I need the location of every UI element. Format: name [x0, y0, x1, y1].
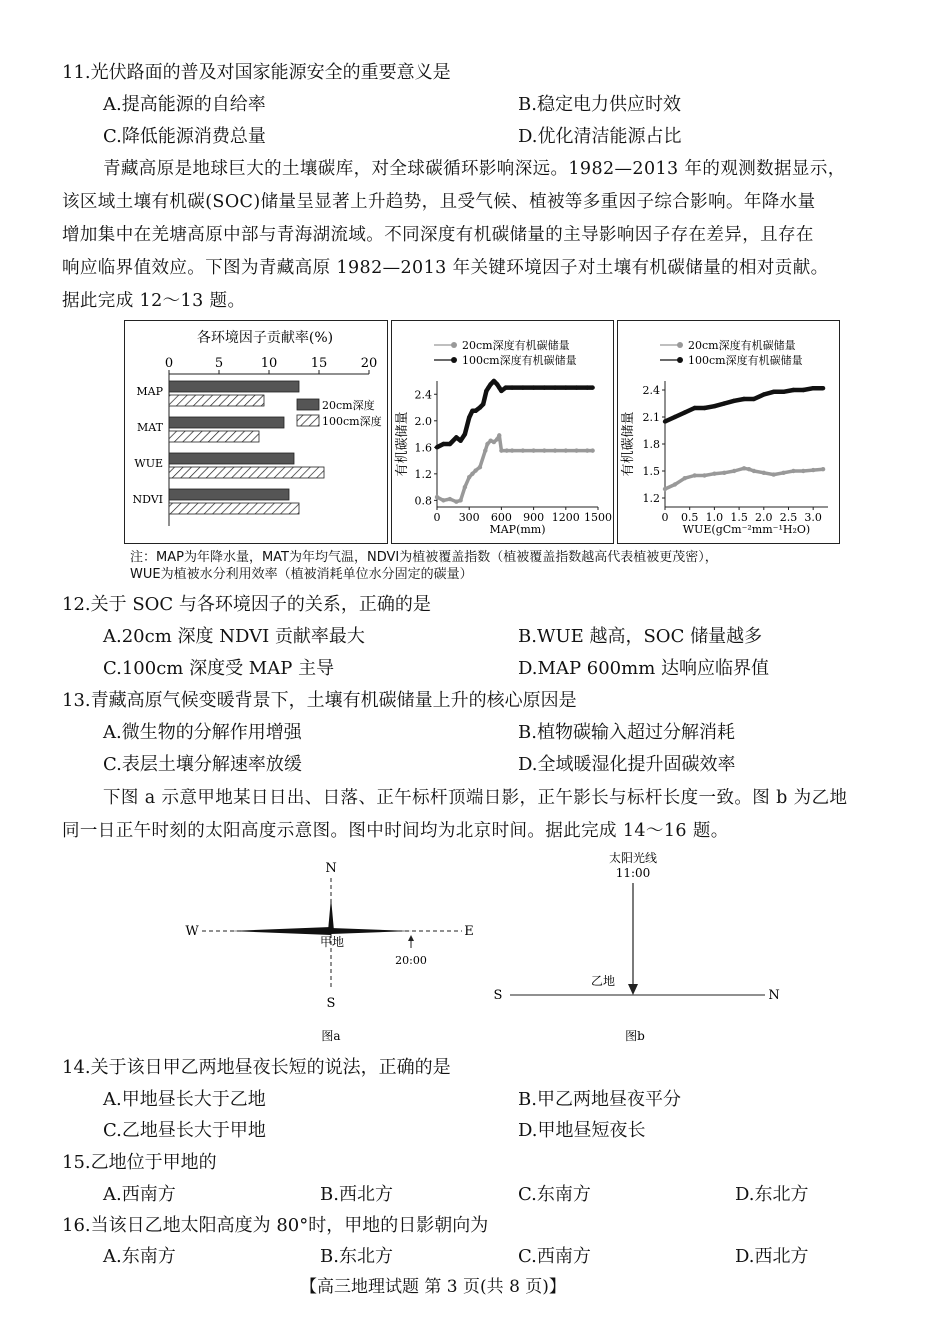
q11-option-a[interactable]: A.提高能源的自给率 [103, 94, 266, 115]
data-point [505, 448, 509, 452]
data-point [470, 472, 474, 476]
data-point [673, 415, 677, 419]
data-point [747, 467, 751, 471]
data-point [762, 471, 766, 475]
legend-marker [677, 357, 683, 363]
data-point [683, 476, 687, 480]
legend-swatch [297, 415, 319, 426]
data-point [483, 448, 487, 452]
legend-label: 100cm深度 [322, 415, 382, 428]
figure-b [490, 848, 790, 1048]
data-point [692, 406, 696, 410]
category-label: MAT [137, 421, 163, 434]
data-point [478, 465, 482, 469]
bar-20cm [169, 489, 289, 500]
legend-label: 100cm深度有机碳储量 [462, 354, 577, 367]
x-tick-label: 900 [523, 511, 545, 524]
chart-note-line: WUE为植被水分利用效率（植被消耗单位水分固定的碳量） [130, 567, 473, 582]
data-point [702, 406, 706, 410]
fig-b-place-label: 乙地 [590, 974, 616, 988]
fig-a-sunset-shadow [331, 928, 412, 934]
data-point [553, 448, 557, 452]
q11-option-d[interactable]: D.优化清洁能源占比 [518, 126, 682, 147]
wue-line-chart-panel [617, 320, 840, 544]
x-tick-label: 2.5 [779, 511, 798, 524]
q12-stem: 12.关于 SOC 与各环境因子的关系，正确的是 [62, 594, 431, 615]
x-tick-label: 5 [214, 356, 224, 371]
data-point [478, 405, 482, 409]
legend-label: 100cm深度有机碳储量 [688, 354, 803, 367]
q15-option-c[interactable]: C.东南方 [518, 1184, 591, 1205]
data-point [585, 385, 589, 389]
fig-a-noon-shadow [328, 898, 334, 931]
data-point [463, 485, 467, 489]
legend-label: 20cm深度有机碳储量 [462, 339, 570, 352]
data-point [771, 390, 775, 394]
y-tick-label: 2.1 [642, 411, 660, 424]
x-tick-label: 1500 [584, 511, 612, 524]
data-point [811, 468, 815, 472]
data-point [722, 471, 726, 475]
x-tick-label: 1.5 [730, 511, 748, 524]
x-tick-label: 15 [310, 356, 328, 371]
q12-option-c[interactable]: C.100cm 深度受 MAP 主导 [103, 658, 335, 679]
wue-line-chart [618, 321, 839, 543]
passage1-line: 增加集中在羌塘高原中部与青海湖流域。不同深度有机碳储量的主导影响因子存在差异，且存在 [62, 225, 814, 245]
q13-stem: 13.青藏高原气候变暖背景下，土壤有机碳储量上升的核心原因是 [62, 690, 577, 711]
data-point [458, 498, 462, 502]
data-point [435, 495, 439, 499]
figure-a [180, 850, 480, 1050]
fig-a-sunrise-shadow [230, 927, 331, 935]
data-point [503, 385, 507, 389]
q13-option-d[interactable]: D.全域暖湿化提升固碳效率 [518, 754, 736, 775]
data-point [801, 388, 805, 392]
data-point [542, 385, 546, 389]
legend-marker [451, 342, 457, 348]
q12-option-a[interactable]: A.20cm 深度 NDVI 贡献率最大 [103, 626, 365, 647]
q11-option-b[interactable]: B.稳定电力供应时效 [518, 94, 681, 115]
y-tick-label: 1.2 [642, 492, 660, 505]
q16-stem: 16.当该日乙地太阳高度为 80°时，甲地的日影朝向为 [62, 1215, 489, 1236]
q13-option-a[interactable]: A.微生物的分解作用增强 [103, 722, 302, 743]
data-point [752, 397, 756, 401]
x-axis-label: MAP(mm) [489, 523, 546, 536]
data-point [692, 473, 696, 477]
data-point [781, 471, 785, 475]
data-point [663, 487, 667, 491]
x-tick-label: 300 [458, 511, 480, 524]
data-point [702, 473, 706, 477]
category-label: MAP [136, 385, 163, 398]
data-point [821, 467, 825, 471]
data-point [473, 468, 477, 472]
bar-20cm [169, 453, 294, 464]
fig-b-north-label: N [768, 988, 780, 1003]
passage2-line: 下图 a 示意甲地某日日出、日落、正午标杆顶端日影，正午影长与标杆长度一致。图 b 为乙地 [103, 788, 848, 808]
passage1-line: 响应临界值效应。下图为青藏高原 1982—2013 年关键环境因子对土壤有机碳储量的相对贡献。 [62, 258, 829, 278]
data-point [732, 469, 736, 473]
q15-option-d[interactable]: D.东北方 [735, 1184, 809, 1205]
data-point [564, 448, 568, 452]
map-line-chart [392, 321, 613, 543]
q15-stem: 15.乙地位于甲地的 [62, 1152, 217, 1173]
data-point [497, 433, 501, 437]
legend-label: 20cm深度 [322, 399, 375, 412]
data-point [495, 437, 499, 441]
q13-option-b[interactable]: B.植物碳输入超过分解消耗 [518, 722, 735, 743]
q12-option-b[interactable]: B.WUE 越高，SOC 储量越多 [518, 626, 763, 647]
data-point [454, 499, 458, 503]
data-point [510, 448, 514, 452]
x-tick-label: 0 [164, 356, 174, 371]
x-axis-label: WUE(gCm⁻²mm⁻¹H₂O) [682, 523, 811, 536]
fig-a-east-label: E [464, 924, 474, 939]
q15-option-a[interactable]: A.西南方 [103, 1184, 176, 1205]
data-point [499, 448, 503, 452]
q14-option-b[interactable]: B.甲乙两地昼夜平分 [518, 1089, 681, 1110]
data-point [590, 448, 594, 452]
x-tick-label: 20 [360, 356, 378, 371]
legend-swatch [297, 399, 319, 410]
x-tick-label: 600 [490, 511, 512, 524]
bar-100cm [169, 395, 264, 406]
q11-option-c[interactable]: C.降低能源消费总量 [103, 126, 266, 147]
data-point [531, 448, 535, 452]
fig-b-south-label: S [493, 988, 503, 1003]
data-point [673, 482, 677, 486]
x-tick-label: 2.0 [755, 511, 773, 524]
q15-option-b[interactable]: B.西北方 [320, 1184, 393, 1205]
data-point [481, 402, 485, 406]
fig-a-time-label: 20:00 [395, 954, 427, 967]
x-tick-label: 0 [433, 511, 441, 524]
bar-100cm [169, 503, 299, 514]
data-point [521, 385, 525, 389]
bar-20cm [169, 417, 284, 428]
data-point [663, 419, 667, 423]
page-footer: 【高三地理试题 第 3 页(共 8 页)】 [300, 1277, 566, 1297]
q14-option-c[interactable]: C.乙地昼长大于甲地 [103, 1120, 266, 1141]
data-point [499, 389, 503, 393]
x-tick-label: 1200 [551, 511, 580, 524]
data-point [435, 445, 439, 449]
data-point [732, 399, 736, 403]
fig-b-ray-label: 太阳光线 [608, 851, 658, 865]
data-point [564, 385, 568, 389]
series-line-20cm [665, 468, 823, 489]
passage1-line: 据此完成 12～13 题。 [62, 291, 246, 311]
data-point [791, 388, 795, 392]
legend-label: 20cm深度有机碳储量 [688, 339, 796, 352]
data-point [574, 448, 578, 452]
data-point [467, 415, 471, 419]
q14-stem: 14.关于该日甲乙两地昼夜长短的说法，正确的是 [62, 1057, 451, 1078]
y-tick-label: 2.0 [414, 414, 432, 428]
fig-a-caption: 图a [321, 1029, 341, 1043]
data-point [811, 386, 815, 390]
fig-a-north-label: N [325, 861, 337, 876]
data-point [712, 404, 716, 408]
bar-chart-title: 各环境因子贡献率(%) [196, 330, 334, 346]
data-point [448, 442, 452, 446]
data-point [542, 448, 546, 452]
category-label: NDVI [132, 493, 163, 506]
y-tick-label: 1.5 [642, 465, 660, 478]
bar-20cm [169, 381, 299, 392]
passage2-line: 同一日正午时刻的太阳高度示意图。图中时间均为北京时间。据此完成 14～16 题。 [62, 821, 729, 841]
data-point [531, 385, 535, 389]
y-tick-label: 1.8 [642, 438, 660, 451]
data-point [463, 432, 467, 436]
data-point [791, 469, 795, 473]
q16-option-d[interactable]: D.西北方 [735, 1246, 809, 1267]
y-tick-label: 2.4 [642, 384, 660, 397]
y-tick-label: 1.6 [414, 441, 432, 455]
map-line-chart-panel [391, 320, 614, 544]
q13-option-c[interactable]: C.表层土壤分解速率放缓 [103, 754, 302, 775]
bar-chart [125, 321, 387, 543]
data-point [722, 401, 726, 405]
q11-stem: 11.光伏路面的普及对国家能源安全的重要意义是 [62, 62, 451, 83]
fig-b-caption: 图b [625, 1029, 645, 1043]
data-point [467, 475, 471, 479]
x-tick-label: 1.0 [705, 511, 724, 524]
category-label: WUE [134, 457, 163, 470]
chart-note-line: 注：MAP为年降水量，MAT为年均气温，NDVI为植被覆盖指数（植被覆盖指数越高代表植被更茂密）， [130, 550, 718, 565]
q16-option-c[interactable]: C.西南方 [518, 1246, 591, 1267]
q14-option-d[interactable]: D.甲地昼短夜长 [518, 1120, 646, 1141]
fig-a-time-arrow-head [408, 935, 414, 941]
fig-a-west-label: W [185, 924, 199, 939]
data-point [590, 385, 594, 389]
y-axis-label: 有机碳储量 [621, 411, 636, 477]
x-tick-label: 3.0 [804, 511, 822, 524]
data-point [473, 409, 477, 413]
data-point [458, 438, 462, 442]
legend-marker [451, 357, 457, 363]
data-point [492, 379, 496, 383]
data-point [801, 469, 805, 473]
x-tick-label: 0.5 [680, 511, 699, 524]
data-point [712, 472, 716, 476]
data-point [441, 442, 445, 446]
y-tick-label: 2.4 [414, 388, 432, 402]
passage1-line: 青藏高原是地球巨大的土壤碳库，对全球碳循环影响深远。1982—2013 年的观测数据显示， [103, 159, 846, 179]
data-point [448, 497, 452, 501]
data-point [521, 448, 525, 452]
bar-chart-panel [124, 320, 388, 544]
data-point [821, 386, 825, 390]
q12-option-d[interactable]: D.MAP 600mm 达响应临界值 [518, 658, 769, 679]
passage1-line: 该区域土壤有机碳(SOC)储量呈显著上升趋势，且受气候、植被等多重因子综合影响。年降水量 [62, 192, 816, 212]
legend-marker [677, 342, 683, 348]
y-tick-label: 1.2 [414, 467, 432, 481]
data-point [574, 385, 578, 389]
fig-a-place-label: 甲地 [319, 935, 345, 949]
y-axis-label: 有机碳储量 [395, 411, 410, 477]
fig-b-time-label: 11:00 [615, 866, 651, 880]
data-point [454, 435, 458, 439]
data-point [510, 385, 514, 389]
q16-option-a[interactable]: A.东南方 [103, 1246, 176, 1267]
data-point [742, 466, 746, 470]
bar-100cm [169, 431, 259, 442]
data-point [762, 392, 766, 396]
q14-option-a[interactable]: A.甲地昼长大于乙地 [103, 1089, 266, 1110]
bar-100cm [169, 467, 324, 478]
x-tick-label: 0 [661, 511, 669, 524]
data-point [585, 448, 589, 452]
data-point [771, 472, 775, 476]
x-tick-label: 10 [260, 356, 278, 371]
series-line-100cm [665, 388, 823, 421]
data-point [441, 498, 445, 502]
y-tick-label: 0.8 [414, 494, 432, 508]
data-point [553, 385, 557, 389]
data-point [488, 382, 492, 386]
fig-a-south-label: S [326, 996, 336, 1011]
data-point [485, 442, 489, 446]
data-point [683, 410, 687, 414]
data-point [742, 397, 746, 401]
data-point [752, 469, 756, 473]
fig-b-sun-ray-arrowhead [628, 984, 638, 995]
data-point [781, 390, 785, 394]
series-line-20cm [437, 435, 593, 501]
q16-option-b[interactable]: B.东北方 [320, 1246, 393, 1267]
series-line-100cm [437, 381, 593, 447]
